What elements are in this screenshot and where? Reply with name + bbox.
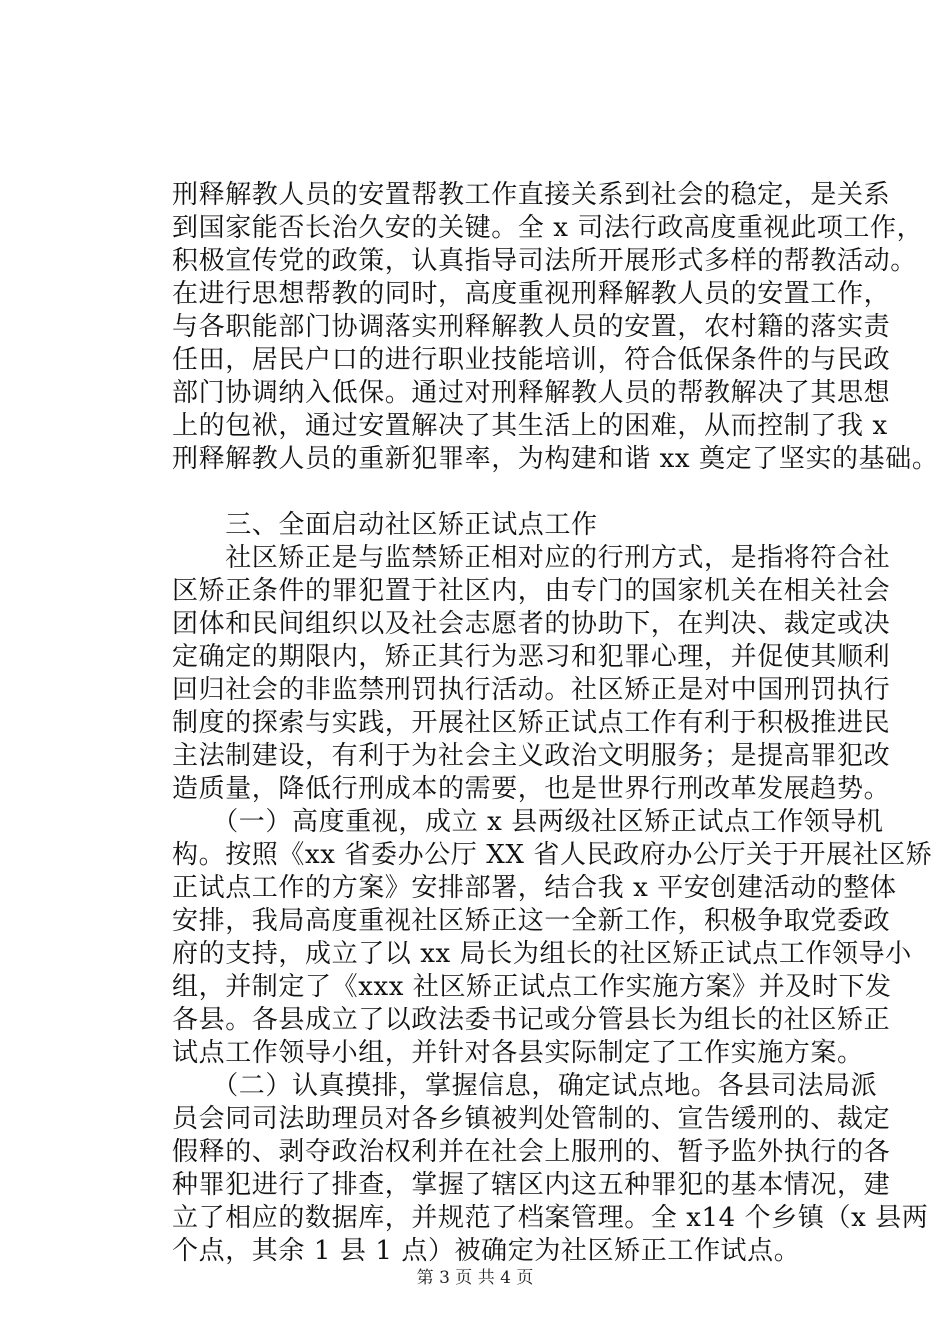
text-line: 主法制建设，有利于为社会主义政治文明服务；是提高罪犯改	[172, 741, 891, 771]
text-line: 假释的、剥夺政治权利并在社会上服刑的、暂予监外执行的各	[172, 1137, 891, 1167]
text-line: 刑释解教人员的安置帮教工作直接关系到社会的稳定，是关系	[172, 180, 891, 210]
text-line: 区矫正条件的罪犯置于社区内，由专门的国家机关在相关社会	[172, 576, 891, 606]
text-line: 府的支持，成立了以 xx 局长为组长的社区矫正试点工作领导小	[172, 939, 912, 969]
text-line: 构。按照《xx 省委办公厅 XX 省人民政府办公厅关于开展社区矫	[172, 840, 933, 870]
text-line: 上的包袱，通过安置解决了其生活上的困难，从而控制了我 x	[172, 411, 888, 441]
text-line: 立了相应的数据库，并规范了档案管理。全 x14 个乡镇（x 县两	[172, 1203, 929, 1233]
text-line: 团体和民间组织以及社会志愿者的协助下，在判决、裁定或决	[172, 609, 891, 639]
text-line: 积极宣传党的政策，认真指导司法所开展形式多样的帮教活动。	[172, 246, 917, 276]
text-line: 与各职能部门协调落实刑释解教人员的安置，农村籍的落实责	[172, 312, 891, 342]
text-line: 社区矫正是与监禁矫正相对应的行刑方式，是指将符合社	[172, 543, 891, 573]
text-line: 到国家能否长治久安的关键。全 x 司法行政高度重视此项工作，	[172, 213, 924, 243]
text-line: 刑释解教人员的重新犯罪率，为构建和谐 xx 奠定了坚实的基础。	[172, 444, 939, 474]
text-line: 各县。各县成立了以政法委书记或分管县长为组长的社区矫正	[172, 1005, 891, 1035]
text-line: 正试点工作的方案》安排部署，结合我 x 平安创建活动的整体	[172, 873, 897, 903]
text-line: 任田，居民户口的进行职业技能培训，符合低保条件的与民政	[172, 345, 891, 375]
text-line: 安排，我局高度重视社区矫正这一全新工作，积极争取党委政	[172, 906, 891, 936]
text-line: （一）高度重视，成立 x 县两级社区矫正试点工作领导机	[172, 807, 884, 837]
text-line: 定确定的期限内，矫正其行为恶习和犯罪心理，并促使其顺利	[172, 642, 891, 672]
text-line: 组，并制定了《xxx 社区矫正试点工作实施方案》并及时下发	[172, 972, 892, 1002]
text-line: 部门协调纳入低保。通过对刑释解教人员的帮教解决了其思想	[172, 378, 891, 408]
text-line: 试点工作领导小组，并针对各县实际制定了工作实施方案。	[172, 1038, 864, 1068]
text-line: 回归社会的非监禁刑罚执行活动。社区矫正是对中国刑罚执行	[172, 675, 891, 705]
text-line: 造质量，降低行刑成本的需要，也是世界行刑改革发展趋势。	[172, 774, 891, 804]
section-heading: 三、全面启动社区矫正试点工作	[172, 510, 598, 540]
text-line: （二）认真摸排，掌握信息，确定试点地。各县司法局派	[172, 1071, 878, 1101]
text-line: 制度的探索与实践，开展社区矫正试点工作有利于积极推进民	[172, 708, 891, 738]
text-line: 员会同司法助理员对各乡镇被判处管制的、宣告缓刑的、裁定	[172, 1104, 891, 1134]
text-line: 种罪犯进行了排查，掌握了辖区内这五种罪犯的基本情况，建	[172, 1170, 891, 1200]
page-number-footer: 第 3 页 共 4 页	[416, 1268, 534, 1288]
text-line: 个点，其余 1 县 1 点）被确定为社区矫正工作试点。	[172, 1236, 801, 1266]
text-line: 在进行思想帮教的同时，高度重视刑释解教人员的安置工作，	[172, 279, 891, 309]
